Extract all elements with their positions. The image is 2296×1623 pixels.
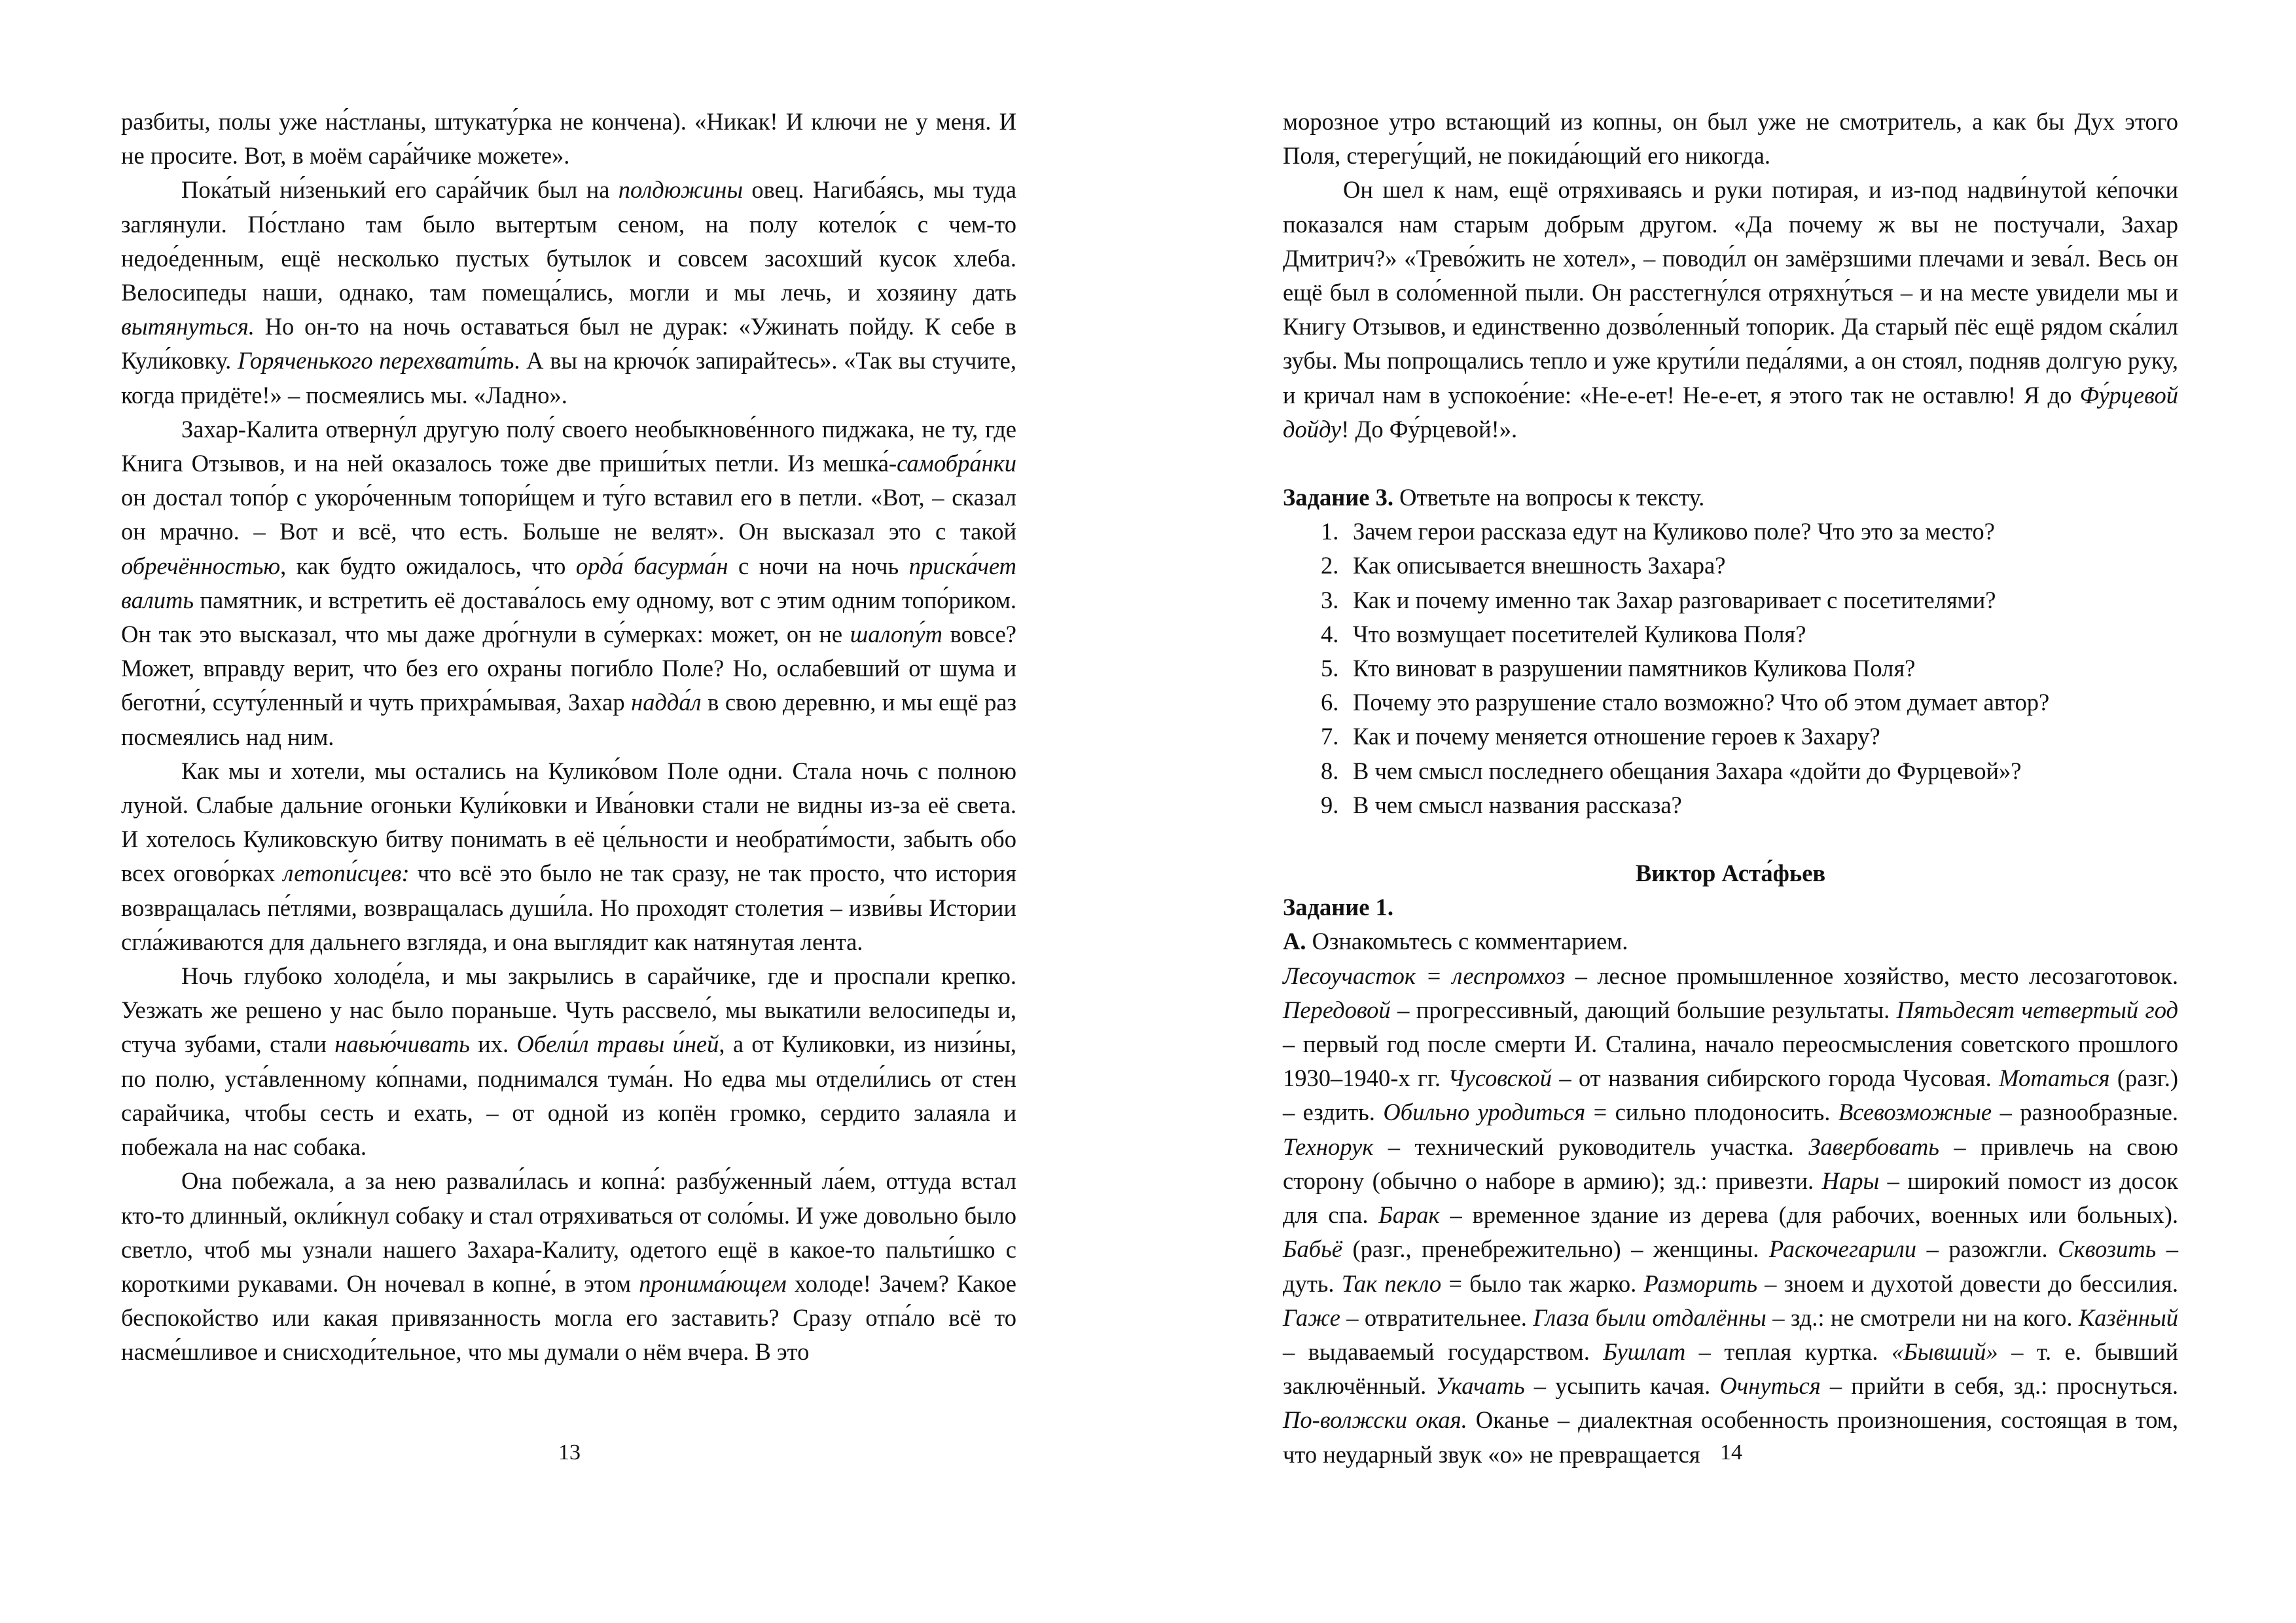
question-item	[1283, 788, 2178, 822]
paragraph: Захар-Калита отверну́л другую полу́ своего необыкнове́нного пиджака, не ту, где Книга Отзывов, и на ней оказалось тоже две приши́тых петли. Из мешка́-самобра́нки он достал топо́р с укоро́ченным топори́щем и ту́го вставил его в петли. «Вот, – сказал он мрачно. – Вот и всё, что есть. Больше не велят». Он высказал это с такой обречённостью, как будто ожидалось, что орда́ басурма́н с ночи на ночь приска́чет валить памятник, и встретить её достава́лось ему одному, вот с этим одним топо́риком. Он так это высказал, что мы даже дро́гнули в су́мерках: может, он не шалопу́т вовсе? Может, вправду верит, что без его охраны погибло Поле? Но, ослабевший от шума и беготни́, ссуту́ленный и чуть прихра́мывая, Захар надда́л в свою деревню, и мы ещё раз посмеялись над ним.	[121, 415, 1016, 750]
task1-label: Задание 1.	[1283, 894, 1393, 921]
italic-term: Сквозить	[2058, 1235, 2157, 1263]
task1-heading	[1283, 890, 2178, 924]
question-text: Кто виноват в разрушении памятников Куликова Поля?	[1353, 655, 1916, 682]
question-item	[1283, 583, 2178, 617]
italic-term: Разморить	[1643, 1269, 1757, 1297]
italic-term: надда́л	[631, 689, 702, 716]
page-number-right: 14	[1720, 1440, 1742, 1465]
question-text: В чем смысл названия рассказа?	[1353, 791, 1682, 818]
part-a-text: Ознакомьтесь с комментарием.	[1306, 928, 1628, 955]
question-text: Как и почему меняется отношение героев к Захару?	[1353, 723, 1880, 750]
italic-term: Фу́рцевой дойду	[1283, 381, 2178, 443]
task3-heading	[1283, 481, 2178, 515]
italic-term: орда́ басурма́н	[575, 552, 728, 579]
italic-term: Обильно уродиться	[1383, 1099, 1586, 1126]
left-page-text	[121, 105, 1016, 1370]
right-page	[1283, 105, 2178, 1512]
italic-term: Обели́л травы и́ней	[516, 1030, 719, 1058]
page-number-left: 13	[558, 1440, 581, 1465]
question-number: 2.	[1321, 552, 1339, 579]
italic-term: шалопу́т	[850, 621, 942, 648]
paragraph: Как мы и хотели, мы остались на Кулико́вом Поле одни. Стала ночь с полною луной. Слабые дальние огоньки Кули́ковки и Ива́новки стали не видны из-за её света. И хотелось Куликовскую битву понимать в её це́льности и необрати́мости, забыть обо всех огово́рках летопи́сцев: что всё это было не так сразу, не так просто, что история возвращалась пе́тлями, возвращалась души́ла. Но проходят столетия – изви́вы Истории сгла́живаются для дальнего взгляда, и она выглядит как натянутая лента.	[121, 757, 1016, 955]
paragraph: разбиты, полы уже на́стланы, штукату́рка не кончена). «Никак! И ключи не у меня. И не просите. Вот, в моём сара́йчике можете».	[121, 108, 1016, 170]
paragraph: Он шел к нам, ещё отряхиваясь и руки потирая, и из-под надви́нутой ке́почки показался нам старым добрым другом. «Да почему ж вы не постучали, Захар Дмитрич?» «Трево́жить не хотел», – поводи́л он замёрзшими плечами и зева́л. Весь он ещё был в соло́менной пыли. Он расстегну́лся отряхну́ться – и на месте увидели мы и Книгу Отзывов, и единственно дозво́ленный топорик. Да старый пёс ещё рядом ска́лил зубы. Мы попрощались тепло и уже крути́ли педа́лями, а он стоял, подняв долгую руку, и кричал нам в успокое́ние: «Не-е-ет! Не-е-ет, я этого так не оставлю! Я до Фу́рцевой дойду! До Фу́рцевой!».	[1283, 176, 2178, 443]
italic-term: Мотаться	[1999, 1065, 2110, 1092]
italic-term: вытянуться.	[121, 313, 255, 340]
italic-term: приска́чет валить	[121, 552, 1016, 613]
italic-term: Нары	[1821, 1167, 1880, 1194]
italic-term: Так пекло	[1341, 1269, 1442, 1297]
question-text: Как описывается внешность Захара?	[1353, 552, 1726, 579]
question-item	[1283, 685, 2178, 720]
italic-term: Бушлат	[1603, 1338, 1686, 1365]
part-a-label: А.	[1283, 928, 1306, 955]
paragraph: Пока́тый ни́зенький его сара́йчик был на полдюжины овец. Нагиба́ясь, мы туда заглянули. По́стлано там было вытертым сеном, на полу котело́к с чем-то недое́денным, ещё несколько пустых бутылок и совсем засохший кусок хлеба. Велосипеды наши, однако, там помеща́лись, могли и мы лечь, и хозяину дать вытянуться. Но он-то на ночь оставаться был не дурак: «Ужинать пойду. К себе в Кули́ковку. Горяченького перехвати́ть. А вы на крючо́к запирайтесь». «Так вы стучите, когда придёте!» – посмеялись мы. «Ладно».	[121, 176, 1016, 409]
italic-term: Завербовать	[1808, 1133, 1939, 1160]
italic-term: По-волжски окая.	[1283, 1406, 1467, 1434]
question-item	[1283, 515, 2178, 549]
italic-term: Всевозможные	[1838, 1099, 1992, 1126]
paragraph: Ночь глубоко холоде́ла, и мы закрылись в сарайчике, где и проспали крепко. Уезжать же решено у нас было пораньше. Чуть рассвело́, мы выкатили велосипеды и, стуча зубами, стали навью́чивать их. Обели́л травы и́ней, а от Куликовки, из низи́ны, по полю, уста́вленному ко́пнами, поднимался тума́н. Но едва мы отдели́лись от стен сарайчика, чтобы сесть и ехать, – от одной из копён громко, сердито залаяла и побежала на нас собака.	[121, 962, 1016, 1161]
italic-term: пронима́ющем	[639, 1269, 787, 1297]
author-heading	[1283, 856, 2178, 890]
italic-term: Лесоучасток = леспромхоз	[1283, 962, 1566, 989]
italic-term: Чусовской	[1448, 1065, 1552, 1092]
question-text: Почему это разрушение стало возможно? Что об этом думает автор?	[1353, 689, 2050, 716]
question-text: Что возмущает посетителей Куликова Поля?	[1353, 620, 1806, 647]
italic-term: летопи́сцев:	[283, 860, 410, 887]
question-number: 6.	[1321, 689, 1339, 716]
left-page	[121, 105, 1016, 1512]
glossary-paragraph: Лесоучасток = леспромхоз – лесное промышленное хозяйство, место лесозаготовок. Передовой – прогрессивный, дающий большие результаты. Пятьдесят четвертый год – первый год после смерти И. Сталина, начало переосмысления советского прошлого 1930–1940-х гг. Чусовской – от названия сибирского города Чусовая. Мотаться (разг.) – ездить. Обильно уродиться = сильно плодоносить. Всевозможные – разнообразные. Технорук – технический руководитель участка. Завербовать – привлечь на свою сторону (обычно о наборе в армию); зд.: привезти. Нары – широкий помост из досок для спа. Барак – временное здание из дерева (для рабочих, военных или больных). Бабьё (разг., пренебрежительно) – женщины. Раскочегарили – разожгли. Сквозить – дуть. Так пекло = было так жарко. Разморить – зноем и духотой довести до бессилия. Гаже – отвратительнее. Глаза были отдалённы – зд.: не смотрели ни на кого. Казённый – выдаваемый государством. Бушлат – теплая куртка. «Бывший» – т. е. бывший заключённый. Укачать – усыпить качая. Очнуться – прийти в себя, зд.: проснуться. По-волжски окая. Оканье – диалектная особенность произношения, состоящая в том, что неударный звук «о» не превращается	[1283, 962, 2179, 1468]
question-number: 9.	[1321, 791, 1339, 818]
task3-text: Ответьте на вопросы к тексту.	[1393, 484, 1705, 511]
italic-term: Технорук	[1283, 1133, 1374, 1160]
paragraph: Она побежала, а за нею развали́лась и копна́: разбу́женный ла́ем, оттуда встал кто-то длинный, окли́кнул собаку и стал отряхиваться от соло́мы. И уже довольно было светло, чтоб мы узнали нашего Захара-Калиту, одетого ещё в какое-то пальти́шко с короткими рукавами. Он ночевал в копне́, в этом пронима́ющем холоде! Зачем? Какое беспокойство или какая привязанность могла его заставить? Сразу отпа́ло всё то насме́шливое и снисходи́тельное, что мы думали о нём вчера. В это	[121, 1167, 1016, 1366]
question-text: Как и почему именно так Захар разговаривает с посетителями?	[1353, 586, 1996, 613]
question-number: 5.	[1321, 655, 1339, 682]
part-a-heading	[1283, 924, 2178, 958]
question-item	[1283, 617, 2178, 651]
italic-term: Бабьё	[1283, 1235, 1342, 1263]
question-number: 1.	[1321, 518, 1339, 545]
italic-term: Горяченького перехвати́ть	[238, 347, 514, 374]
right-page-text	[1283, 105, 2178, 1472]
italic-term: «Бывший»	[1891, 1338, 1998, 1365]
question-text: В чем смысл последнего обещания Захара «дойти до Фурцевой»?	[1353, 757, 2022, 784]
question-number: 3.	[1321, 586, 1339, 613]
italic-term: навью́чивать	[334, 1030, 470, 1058]
question-item	[1283, 549, 2178, 583]
paragraph: морозное утро встающий из копны, он был уже не смотритель, а как бы Дух этого Поля, стерегу́щий, не покида́ющий его никогда.	[1283, 108, 2178, 170]
italic-term: обречённостью	[121, 552, 281, 579]
question-number: 7.	[1321, 723, 1339, 750]
italic-term: самобра́нки	[897, 450, 1016, 477]
question-number: 4.	[1321, 620, 1339, 647]
question-item	[1283, 720, 2178, 754]
italic-term: полдюжины	[618, 176, 744, 204]
author-name: Виктор Аста́фьев	[1635, 860, 1826, 887]
italic-term: Укачать	[1435, 1372, 1525, 1400]
question-item	[1283, 754, 2178, 788]
italic-term: Казённый	[2078, 1304, 2179, 1331]
task3-label: Задание 3.	[1283, 484, 1393, 511]
italic-term: Глаза были отдалённы	[1533, 1304, 1767, 1331]
italic-term: Передовой	[1283, 996, 1391, 1023]
question-text: Зачем герои рассказа едут на Куликово поле? Что это за место?	[1353, 518, 1995, 545]
question-item	[1283, 651, 2178, 685]
italic-term: Барак	[1378, 1201, 1440, 1229]
italic-term: Очнуться	[1719, 1372, 1821, 1400]
italic-term: Гаже	[1283, 1304, 1340, 1331]
italic-term: Пятьдесят четвертый год	[1896, 996, 2178, 1023]
questions-list	[1283, 515, 2178, 822]
italic-term: Раскочегарили	[1768, 1235, 1917, 1263]
question-number: 8.	[1321, 757, 1339, 784]
